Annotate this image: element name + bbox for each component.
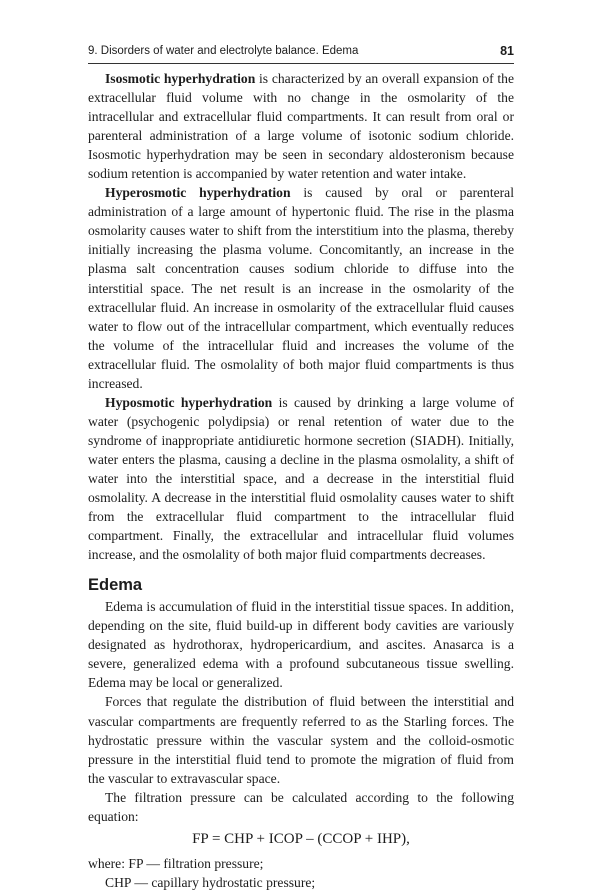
definition-fp: where: FP — filtration pressure; xyxy=(88,855,264,871)
header-rule xyxy=(88,63,514,64)
section-heading-edema: Edema xyxy=(88,576,143,595)
term-hyposmotic-hyperhydration: Hyposmotic hyperhydration xyxy=(105,394,273,410)
paragraph-edema-definition: Edema is accumulation of fluid in the interstitial tissue spaces. In addition, depending on the site, fluid build-up in different body cavities are variously designated as hydrothorax, hydropericardium, and ascites. Anasarca is a severe, generalized edema with a profound subcutaneous tissue swelling. Edema may be local or generalized. xyxy=(88,599,514,691)
paragraph-hyposmotic-hyperhydration xyxy=(88,393,514,564)
page-number: 81 xyxy=(500,44,514,58)
paragraph-hyperosmotic-hyperhydration xyxy=(88,183,514,393)
chapter-title: 9. Disorders of water and electrolyte balance. Edema xyxy=(88,45,359,57)
paragraph-isosmotic-hyperhydration xyxy=(88,69,514,183)
term-isosmotic-hyperhydration: Isosmotic hyperhydration xyxy=(105,71,256,86)
paragraph-text: is caused by oral or parenteral administration of a large amount of hypertonic fluid. The rise in the plasma osmolarity causes water to shift from the interstitium into the plasma, thereby initially increasing the plasma volume. Concomitantly, an increase in the plasma salt concentration causes sodium chloride to diffuse into the interstitial space. The net result is an increase in the osmolarity of the extracellular fluid. An increase in osmolarity of the extracellular fluid causes water to flow out of the intracellular compartment, which eventually reduces the volume of the intracellular fluid and increases the volume of the extracellular fluid. The osmolality of both major fluid compartments is thus increased. xyxy=(88,185,514,391)
term-hyperosmotic-hyperhydration: Hyperosmotic hyperhydration xyxy=(105,185,291,201)
paragraph-text: is caused by drinking a large volume of water (psychogenic polydipsia) or renal retention of water due to the syndrome of inappropriate antidiuretic hormone secretion (SIADH). Initially, water enters the plasma, causing a decline in the plasma osmolality, a shift of water into the interstitial space, and a decrease in the interstitial fluid osmolality. A decrease in the interstitial fluid osmolality causes water to shift from the extracellular fluid compartment to the intracellular fluid compartment. Finally, the extracellular and intracellular fluid volumes increase, and the osmolality of both major fluid compartments decreases. xyxy=(88,394,514,563)
paragraph-text: is characterized by an overall expansion of the extracellular fluid volume with no change in the osmolarity of the intracellular and extracellular fluid compartments. It can result from oral or parenteral administration of a large volume of isotonic sodium chloride. Isosmotic hyperhydration may be seen in secondary aldosteronism because sodium retention is accompanied by water retention and water intake. xyxy=(88,71,515,182)
paragraph-starling-forces: Forces that regulate the distribution of fluid between the interstitial and vascular compartments are frequently referred to as the Starling forces. The hydrostatic pressure within the vascular system and the colloid-osmotic pressure in the interstitial fluid tend to promote the migration of fluid from the vascular to extravascular space. xyxy=(88,694,514,786)
running-header xyxy=(88,44,514,62)
equation-definitions xyxy=(88,854,514,892)
definition-chp: CHP — capillary hydrostatic pressure; xyxy=(105,874,316,890)
paragraph-filtration-pressure: The filtration pressure can be calculated according to the following equation: xyxy=(88,789,514,824)
body-text xyxy=(88,69,514,892)
filtration-pressure-equation: FP = CHP + ICOP – (CCOP + IHP), xyxy=(192,830,410,847)
